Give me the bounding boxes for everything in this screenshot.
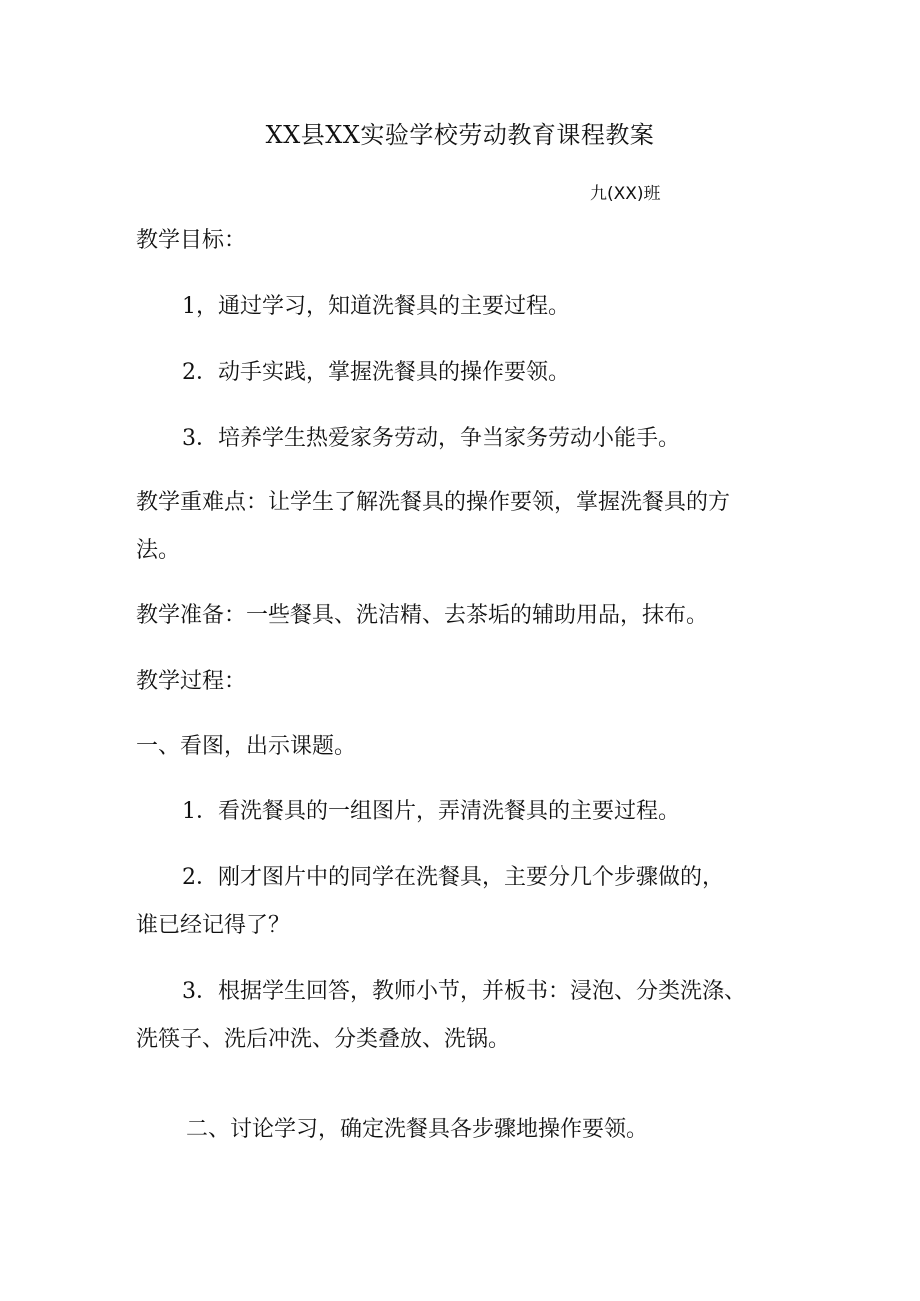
- key-points-line-2: 法。: [136, 538, 181, 563]
- section-two-heading: 二、讨论学习，确定洗餐具各步骤地操作要领。: [186, 1117, 649, 1142]
- objective-item-2: 2．动手实践，掌握洗餐具的操作要领。: [182, 360, 570, 385]
- process-item-3-line-1: 3．根据学生回答，教师小节，并板书：浸泡、分类洗涤、: [182, 979, 746, 1004]
- section-one-heading: 一、看图，出示课题。: [136, 734, 357, 759]
- process-item-2-line-1: 2．刚才图片中的同学在洗餐具，主要分几个步骤做的，: [182, 865, 724, 890]
- process-item-2-line-2: 谁已经记得了？: [136, 913, 291, 938]
- objective-item-1: 1，通过学习，知道洗餐具的主要过程。: [182, 294, 570, 319]
- objective-item-3: 3．培养学生热爱家务劳动，争当家务劳动小能手。: [182, 426, 680, 451]
- document-title: XX县XX实验学校劳动教育课程教案: [265, 121, 655, 149]
- teaching-preparation: 教学准备：一些餐具、洗洁精、去茶垢的辅助用品，抹布。: [136, 603, 709, 628]
- process-item-1: 1．看洗餐具的一组图片，弄清洗餐具的主要过程。: [182, 799, 680, 824]
- class-label: 九(XX)班: [590, 184, 661, 204]
- process-item-3-line-2: 洗筷子、洗后冲洗、分类叠放、洗锅。: [136, 1027, 511, 1052]
- teaching-objectives-heading: 教学目标：: [136, 228, 247, 253]
- key-points-line-1: 教学重难点：让学生了解洗餐具的操作要领，掌握洗餐具的方: [136, 490, 731, 515]
- teaching-process-heading: 教学过程：: [136, 669, 247, 694]
